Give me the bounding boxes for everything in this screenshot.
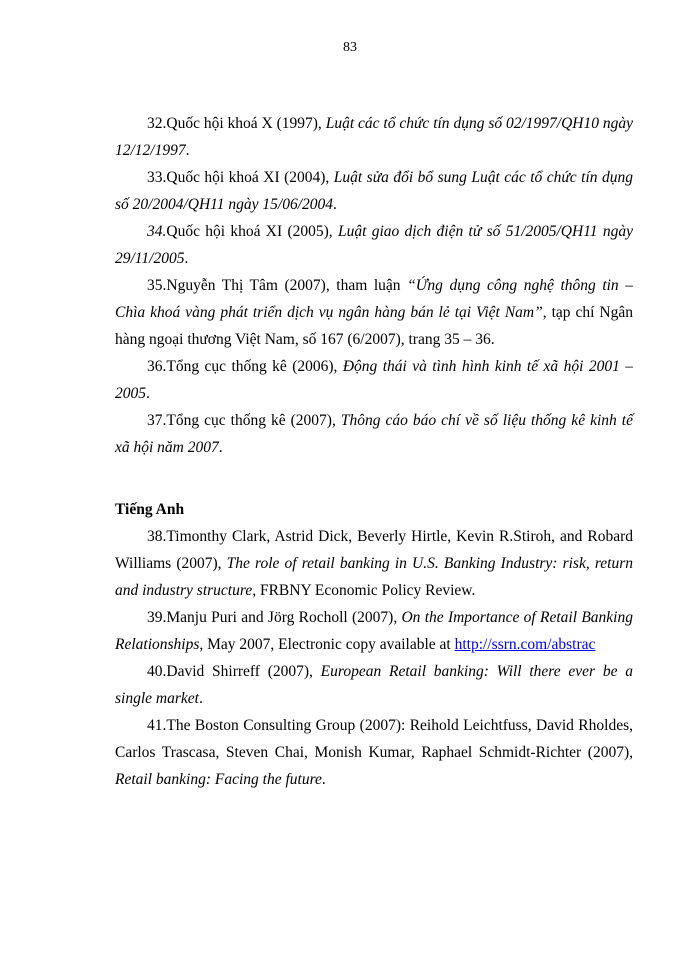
reference-35: 35.Nguyễn Thị Tâm (2007), tham luận “Ứng dụng công nghệ thông tin – Chìa khoá vàng phát triển dịch vụ ngân hàng bán lẻ tại Việt Nam”, tạp chí Ngân hàng ngoại thương Việt Nam, số 167 (6/2007), trang 35 – 36. (115, 277, 634, 348)
reference-41: 41.The Boston Consulting Group (2007): Reihold Leichtfuss, David Rholdes, Carlos Trascasa, Steven Chai, Monish Kumar, Raphael Schmidt-Richter (2007), Retail banking: Facing the future. (115, 717, 633, 788)
english-reference-list (115, 523, 633, 793)
reference-38: 38.Timonthy Clark, Astrid Dick, Beverly Hirtle, Kevin R.Stiroh, and Robard Williams (2007), The role of retail banking in U.S. Banking Industry: risk, return and industry structure, FRBNY Economic Policy Review. (115, 528, 633, 599)
reference-32: 32.Quốc hội khoá X (1997), Luật các tổ chức tín dụng số 02/1997/QH10 ngày 12/12/1997. (115, 115, 634, 159)
reference-40: 40.David Shirreff (2007), European Retail banking: Will there ever be a single market. (115, 663, 633, 707)
reference-36: 36.Tổng cục thống kê (2006), Động thái và tình hình kinh tế xã hội 2001 – 2005. (115, 358, 633, 402)
page-number: 83 (343, 40, 357, 55)
section-heading-english: Tiếng Anh (115, 501, 185, 518)
reference-37: 37.Tổng cục thống kê (2007), Thông cáo báo chí về số liệu thống kê kinh tế xã hội năm 2007. (115, 412, 633, 456)
vietnamese-reference-list (115, 110, 633, 461)
reference-34: 34.Quốc hội khoá XI (2005), Luật giao dịch điện tử số 51/2005/QH11 ngày 29/11/2005. (115, 223, 633, 267)
reference-39: 39.Manju Puri and Jörg Rocholl (2007), On the Importance of Retail Banking Relationships, May 2007, Electronic copy available at http://ssrn.com/abstrac (115, 609, 633, 653)
ssrn-link[interactable]: http://ssrn.com/abstrac (454, 636, 596, 653)
reference-33: 33.Quốc hội khoá XI (2004), Luật sửa đổi bổ sung Luật các tổ chức tín dụng số 20/2004/QH11 ngày 15/06/2004. (115, 169, 633, 213)
